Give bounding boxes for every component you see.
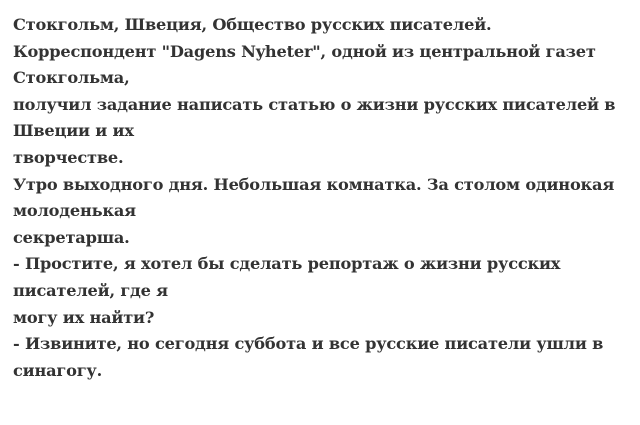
text-line: Швеции и их	[13, 121, 134, 141]
text-line: творчестве.	[13, 147, 124, 167]
text-line: синагогу.	[13, 360, 103, 380]
text-line: секретарша.	[13, 227, 130, 247]
text-line: могу их найти?	[13, 307, 155, 327]
text-line: Утро выходного дня. Небольшая комнатка. За столом одинокая	[13, 174, 615, 194]
text-line: молоденькая	[13, 201, 136, 221]
text-line: Корреспондент "Dagens Nyheter", одной из центральной газет	[13, 41, 596, 61]
text-line: - Извините, но сегодня суббота и все русские писатели ушли в	[13, 334, 604, 354]
text-line: писателей, где я	[13, 280, 168, 300]
text-line: получил задание написать статью о жизни русских писателей в	[13, 94, 616, 114]
text-line: Стокгольм, Швеция, Общество русских писателей.	[13, 15, 492, 34]
text-line: Стокгольма,	[13, 68, 130, 88]
text-line: - Простите, я хотел бы сделать репортаж о жизни русских	[13, 254, 561, 274]
article-text	[13, 12, 633, 384]
